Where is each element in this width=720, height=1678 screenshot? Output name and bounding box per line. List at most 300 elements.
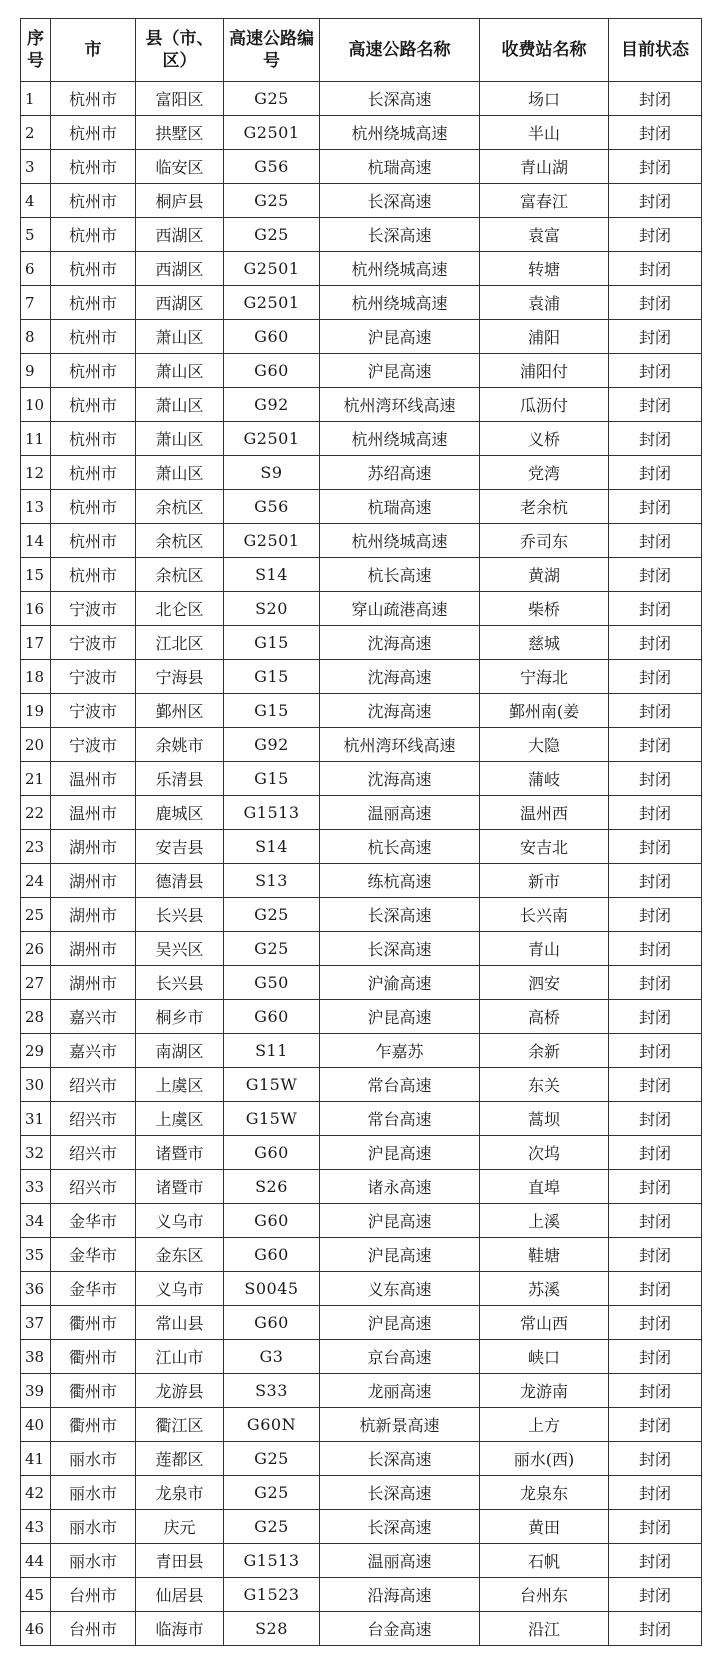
row-highway-name: 长深高速 (320, 82, 480, 116)
row-highway-code: G1523 (224, 1578, 320, 1612)
row-highway-code: G15W (224, 1102, 320, 1136)
row-county: 桐乡市 (136, 1000, 224, 1034)
row-highway-name: 沪昆高速 (320, 1136, 480, 1170)
row-status: 封闭 (609, 524, 702, 558)
row-county: 青田县 (136, 1544, 224, 1578)
row-highway-code: G60 (224, 354, 320, 388)
row-index: 9 (21, 354, 51, 388)
row-toll-station: 场口 (480, 82, 609, 116)
row-toll-station: 青山湖 (480, 150, 609, 184)
table-row (21, 932, 702, 966)
row-index: 29 (21, 1034, 51, 1068)
table-row (21, 524, 702, 558)
row-city: 宁波市 (51, 694, 136, 728)
table-row (21, 558, 702, 592)
row-highway-name: 义东高速 (320, 1272, 480, 1306)
row-highway-name: 杭瑞高速 (320, 490, 480, 524)
row-county: 江山市 (136, 1340, 224, 1374)
row-highway-name: 乍嘉苏 (320, 1034, 480, 1068)
row-toll-station: 鞋塘 (480, 1238, 609, 1272)
row-city: 金华市 (51, 1238, 136, 1272)
row-toll-station: 龙游南 (480, 1374, 609, 1408)
row-county: 余杭区 (136, 558, 224, 592)
row-county: 宁海县 (136, 660, 224, 694)
row-city: 湖州市 (51, 830, 136, 864)
row-index: 17 (21, 626, 51, 660)
row-city: 杭州市 (51, 422, 136, 456)
row-status: 封闭 (609, 490, 702, 524)
row-city: 杭州市 (51, 252, 136, 286)
row-index: 39 (21, 1374, 51, 1408)
row-highway-name: 杭州绕城高速 (320, 252, 480, 286)
row-index: 40 (21, 1408, 51, 1442)
row-county: 西湖区 (136, 286, 224, 320)
row-city: 宁波市 (51, 626, 136, 660)
row-highway-code: S13 (224, 864, 320, 898)
row-city: 丽水市 (51, 1544, 136, 1578)
row-highway-code: S14 (224, 830, 320, 864)
row-index: 26 (21, 932, 51, 966)
row-city: 台州市 (51, 1612, 136, 1646)
row-status: 封闭 (609, 1374, 702, 1408)
row-city: 湖州市 (51, 932, 136, 966)
row-status: 封闭 (609, 626, 702, 660)
row-city: 嘉兴市 (51, 1034, 136, 1068)
row-highway-name: 苏绍高速 (320, 456, 480, 490)
row-index: 33 (21, 1170, 51, 1204)
row-toll-station: 丽水(西) (480, 1442, 609, 1476)
row-city: 杭州市 (51, 456, 136, 490)
row-index: 21 (21, 762, 51, 796)
row-highway-name: 杭州绕城高速 (320, 422, 480, 456)
row-highway-name: 龙丽高速 (320, 1374, 480, 1408)
row-city: 湖州市 (51, 898, 136, 932)
row-index: 11 (21, 422, 51, 456)
row-county: 余杭区 (136, 490, 224, 524)
row-highway-name: 杭长高速 (320, 830, 480, 864)
row-status: 封闭 (609, 1612, 702, 1646)
row-index: 3 (21, 150, 51, 184)
row-status: 封闭 (609, 184, 702, 218)
row-status: 封闭 (609, 116, 702, 150)
row-highway-name: 沪昆高速 (320, 1238, 480, 1272)
row-status: 封闭 (609, 660, 702, 694)
row-county: 安吉县 (136, 830, 224, 864)
row-city: 绍兴市 (51, 1068, 136, 1102)
row-county: 乐清县 (136, 762, 224, 796)
row-status: 封闭 (609, 1068, 702, 1102)
row-county: 萧山区 (136, 354, 224, 388)
row-city: 杭州市 (51, 490, 136, 524)
table-row (21, 1476, 702, 1510)
row-index: 28 (21, 1000, 51, 1034)
row-highway-code: G15W (224, 1068, 320, 1102)
row-city: 湖州市 (51, 966, 136, 1000)
row-status: 封闭 (609, 422, 702, 456)
row-toll-station: 新市 (480, 864, 609, 898)
row-city: 杭州市 (51, 524, 136, 558)
row-highway-name: 沪渝高速 (320, 966, 480, 1000)
table-row (21, 184, 702, 218)
row-highway-name: 沿海高速 (320, 1578, 480, 1612)
row-toll-station: 台州东 (480, 1578, 609, 1612)
table-row (21, 422, 702, 456)
row-toll-station: 蒿坝 (480, 1102, 609, 1136)
row-highway-name: 长深高速 (320, 898, 480, 932)
row-index: 46 (21, 1612, 51, 1646)
header-county: 县（市、区） (136, 19, 224, 82)
row-highway-name: 练杭高速 (320, 864, 480, 898)
row-highway-code: G2501 (224, 524, 320, 558)
row-highway-code: G60 (224, 1204, 320, 1238)
row-status: 封闭 (609, 966, 702, 1000)
row-highway-code: G15 (224, 762, 320, 796)
table-row (21, 1510, 702, 1544)
row-toll-station: 常山西 (480, 1306, 609, 1340)
row-status: 封闭 (609, 830, 702, 864)
row-highway-name: 长深高速 (320, 1476, 480, 1510)
row-toll-station: 黄湖 (480, 558, 609, 592)
row-index: 42 (21, 1476, 51, 1510)
row-county: 北仑区 (136, 592, 224, 626)
row-status: 封闭 (609, 82, 702, 116)
row-county: 金东区 (136, 1238, 224, 1272)
toll-station-table (20, 18, 702, 1646)
row-county: 诸暨市 (136, 1170, 224, 1204)
row-county: 义乌市 (136, 1204, 224, 1238)
row-county: 常山县 (136, 1306, 224, 1340)
row-highway-code: G15 (224, 694, 320, 728)
row-county: 余杭区 (136, 524, 224, 558)
table-row (21, 966, 702, 1000)
row-highway-code: G60 (224, 320, 320, 354)
row-county: 拱墅区 (136, 116, 224, 150)
row-highway-code: G60 (224, 1238, 320, 1272)
row-index: 15 (21, 558, 51, 592)
row-highway-name: 常台高速 (320, 1102, 480, 1136)
row-county: 萧山区 (136, 320, 224, 354)
row-status: 封闭 (609, 558, 702, 592)
row-highway-code: G60 (224, 1306, 320, 1340)
row-index: 7 (21, 286, 51, 320)
row-toll-station: 苏溪 (480, 1272, 609, 1306)
row-highway-name: 沪昆高速 (320, 320, 480, 354)
row-highway-code: S14 (224, 558, 320, 592)
row-status: 封闭 (609, 1136, 702, 1170)
row-county: 庆元 (136, 1510, 224, 1544)
row-toll-station: 袁富 (480, 218, 609, 252)
table-row (21, 286, 702, 320)
row-highway-code: G60 (224, 1136, 320, 1170)
table-row (21, 1306, 702, 1340)
row-highway-code: G2501 (224, 422, 320, 456)
table-row (21, 626, 702, 660)
row-highway-code: G1513 (224, 796, 320, 830)
row-toll-station: 瓜沥付 (480, 388, 609, 422)
row-status: 封闭 (609, 388, 702, 422)
row-toll-station: 鄞州南(姜 (480, 694, 609, 728)
row-county: 临海市 (136, 1612, 224, 1646)
table-row (21, 456, 702, 490)
row-index: 37 (21, 1306, 51, 1340)
row-index: 5 (21, 218, 51, 252)
row-index: 2 (21, 116, 51, 150)
row-highway-code: G3 (224, 1340, 320, 1374)
row-highway-code: G15 (224, 660, 320, 694)
row-county: 衢江区 (136, 1408, 224, 1442)
row-county: 龙游县 (136, 1374, 224, 1408)
table-row (21, 1204, 702, 1238)
row-status: 封闭 (609, 1578, 702, 1612)
table-row (21, 218, 702, 252)
row-highway-code: G25 (224, 184, 320, 218)
row-index: 41 (21, 1442, 51, 1476)
row-highway-name: 沪昆高速 (320, 1204, 480, 1238)
table-row (21, 354, 702, 388)
row-city: 温州市 (51, 796, 136, 830)
row-status: 封闭 (609, 1170, 702, 1204)
row-status: 封闭 (609, 286, 702, 320)
table-row (21, 1272, 702, 1306)
row-index: 1 (21, 82, 51, 116)
row-city: 温州市 (51, 762, 136, 796)
row-status: 封闭 (609, 1102, 702, 1136)
row-county: 诸暨市 (136, 1136, 224, 1170)
row-index: 24 (21, 864, 51, 898)
table-header (21, 19, 702, 82)
row-city: 杭州市 (51, 388, 136, 422)
row-county: 鄞州区 (136, 694, 224, 728)
row-county: 义乌市 (136, 1272, 224, 1306)
row-index: 14 (21, 524, 51, 558)
row-highway-code: G2501 (224, 286, 320, 320)
row-highway-name: 沈海高速 (320, 660, 480, 694)
row-index: 44 (21, 1544, 51, 1578)
row-toll-station: 高桥 (480, 1000, 609, 1034)
row-highway-name: 杭新景高速 (320, 1408, 480, 1442)
row-highway-code: G2501 (224, 252, 320, 286)
row-highway-code: G50 (224, 966, 320, 1000)
row-county: 长兴县 (136, 898, 224, 932)
row-status: 封闭 (609, 218, 702, 252)
row-city: 杭州市 (51, 218, 136, 252)
row-status: 封闭 (609, 728, 702, 762)
row-highway-name: 沈海高速 (320, 762, 480, 796)
row-index: 12 (21, 456, 51, 490)
row-toll-station: 沿江 (480, 1612, 609, 1646)
row-status: 封闭 (609, 1000, 702, 1034)
row-index: 36 (21, 1272, 51, 1306)
row-county: 西湖区 (136, 218, 224, 252)
row-city: 宁波市 (51, 660, 136, 694)
row-city: 宁波市 (51, 728, 136, 762)
row-toll-station: 宁海北 (480, 660, 609, 694)
row-highway-name: 杭长高速 (320, 558, 480, 592)
row-highway-name: 京台高速 (320, 1340, 480, 1374)
row-toll-station: 长兴南 (480, 898, 609, 932)
row-status: 封闭 (609, 1442, 702, 1476)
row-toll-station: 上方 (480, 1408, 609, 1442)
row-city: 丽水市 (51, 1510, 136, 1544)
row-city: 金华市 (51, 1204, 136, 1238)
row-county: 莲都区 (136, 1442, 224, 1476)
row-index: 25 (21, 898, 51, 932)
row-toll-station: 东关 (480, 1068, 609, 1102)
row-index: 10 (21, 388, 51, 422)
row-status: 封闭 (609, 1510, 702, 1544)
row-highway-name: 长深高速 (320, 932, 480, 966)
row-toll-station: 半山 (480, 116, 609, 150)
header-city: 市 (51, 19, 136, 82)
table-row (21, 762, 702, 796)
row-index: 38 (21, 1340, 51, 1374)
row-highway-name: 长深高速 (320, 184, 480, 218)
row-highway-name: 杭州绕城高速 (320, 116, 480, 150)
row-highway-name: 杭州绕城高速 (320, 286, 480, 320)
row-highway-name: 长深高速 (320, 1510, 480, 1544)
row-toll-station: 义桥 (480, 422, 609, 456)
row-index: 27 (21, 966, 51, 1000)
row-toll-station: 老余杭 (480, 490, 609, 524)
row-county: 萧山区 (136, 422, 224, 456)
table-row (21, 1068, 702, 1102)
row-highway-code: G56 (224, 490, 320, 524)
header-highway-name: 高速公路名称 (320, 19, 480, 82)
table-row (21, 660, 702, 694)
row-status: 封闭 (609, 150, 702, 184)
row-city: 丽水市 (51, 1442, 136, 1476)
row-county: 桐庐县 (136, 184, 224, 218)
row-toll-station: 石帆 (480, 1544, 609, 1578)
row-city: 湖州市 (51, 864, 136, 898)
row-city: 宁波市 (51, 592, 136, 626)
row-index: 16 (21, 592, 51, 626)
row-highway-name: 杭州湾环线高速 (320, 388, 480, 422)
row-status: 封闭 (609, 762, 702, 796)
table-row (21, 830, 702, 864)
row-highway-code: S9 (224, 456, 320, 490)
row-toll-station: 慈城 (480, 626, 609, 660)
table-row (21, 1238, 702, 1272)
row-county: 吴兴区 (136, 932, 224, 966)
row-county: 上虞区 (136, 1068, 224, 1102)
header-row (21, 19, 702, 82)
row-highway-name: 诸永高速 (320, 1170, 480, 1204)
row-toll-station: 富春江 (480, 184, 609, 218)
table-row (21, 1102, 702, 1136)
row-county: 德清县 (136, 864, 224, 898)
row-status: 封闭 (609, 1340, 702, 1374)
row-index: 6 (21, 252, 51, 286)
row-city: 衢州市 (51, 1408, 136, 1442)
header-index: 序号 (21, 19, 51, 82)
row-highway-name: 台金高速 (320, 1612, 480, 1646)
row-status: 封闭 (609, 898, 702, 932)
row-county: 南湖区 (136, 1034, 224, 1068)
table-row (21, 1408, 702, 1442)
row-highway-name: 杭瑞高速 (320, 150, 480, 184)
row-highway-name: 穿山疏港高速 (320, 592, 480, 626)
row-highway-code: G25 (224, 1510, 320, 1544)
row-county: 西湖区 (136, 252, 224, 286)
row-index: 31 (21, 1102, 51, 1136)
row-county: 长兴县 (136, 966, 224, 1000)
table-row (21, 1544, 702, 1578)
row-city: 衢州市 (51, 1306, 136, 1340)
row-county: 鹿城区 (136, 796, 224, 830)
row-status: 封闭 (609, 1238, 702, 1272)
row-city: 杭州市 (51, 116, 136, 150)
row-highway-code: G25 (224, 932, 320, 966)
row-city: 金华市 (51, 1272, 136, 1306)
table-body (21, 82, 702, 1646)
row-highway-code: G92 (224, 388, 320, 422)
row-status: 封闭 (609, 320, 702, 354)
row-index: 20 (21, 728, 51, 762)
row-highway-code: G15 (224, 626, 320, 660)
table-row (21, 1170, 702, 1204)
table-row (21, 388, 702, 422)
table-row (21, 82, 702, 116)
row-status: 封闭 (609, 456, 702, 490)
row-toll-station: 青山 (480, 932, 609, 966)
table-row (21, 1000, 702, 1034)
row-index: 43 (21, 1510, 51, 1544)
row-highway-name: 长深高速 (320, 1442, 480, 1476)
row-highway-code: S20 (224, 592, 320, 626)
row-toll-station: 龙泉东 (480, 1476, 609, 1510)
row-county: 富阳区 (136, 82, 224, 116)
table-row (21, 728, 702, 762)
row-city: 杭州市 (51, 320, 136, 354)
table-row (21, 1442, 702, 1476)
row-status: 封闭 (609, 252, 702, 286)
row-highway-name: 沈海高速 (320, 694, 480, 728)
row-toll-station: 袁浦 (480, 286, 609, 320)
table-row (21, 1340, 702, 1374)
row-toll-station: 大隐 (480, 728, 609, 762)
row-city: 嘉兴市 (51, 1000, 136, 1034)
row-toll-station: 浦阳 (480, 320, 609, 354)
table-row (21, 796, 702, 830)
row-index: 45 (21, 1578, 51, 1612)
table-row (21, 1374, 702, 1408)
header-status: 目前状态 (609, 19, 702, 82)
row-toll-station: 党湾 (480, 456, 609, 490)
table-row (21, 864, 702, 898)
row-city: 绍兴市 (51, 1102, 136, 1136)
row-status: 封闭 (609, 864, 702, 898)
row-toll-station: 蒲岐 (480, 762, 609, 796)
row-highway-name: 杭州绕城高速 (320, 524, 480, 558)
row-toll-station: 上溪 (480, 1204, 609, 1238)
row-county: 仙居县 (136, 1578, 224, 1612)
row-toll-station: 安吉北 (480, 830, 609, 864)
row-city: 衢州市 (51, 1374, 136, 1408)
table-row (21, 150, 702, 184)
table-row (21, 252, 702, 286)
row-toll-station: 峡口 (480, 1340, 609, 1374)
row-toll-station: 转塘 (480, 252, 609, 286)
table-row (21, 1136, 702, 1170)
row-highway-name: 常台高速 (320, 1068, 480, 1102)
row-highway-name: 沪昆高速 (320, 354, 480, 388)
row-highway-code: S11 (224, 1034, 320, 1068)
row-status: 封闭 (609, 796, 702, 830)
row-highway-name: 温丽高速 (320, 796, 480, 830)
table-row (21, 490, 702, 524)
row-highway-name: 温丽高速 (320, 1544, 480, 1578)
